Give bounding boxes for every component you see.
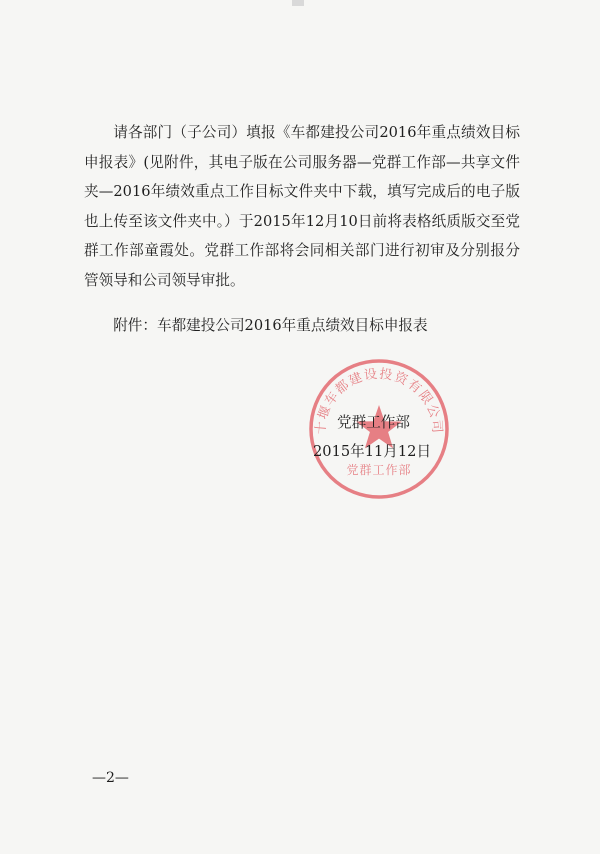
body-paragraph: 请各部门（子公司）填报《车都建投公司2016年重点绩效目标申报表》(见附件，其电子版在公司服务器—党群工作部—共享文件夹—2016年绩效重点工作目标文件夹中下载，填写完成后的电子版也上传至该文件夹中。）于2015年12月10日前将表格纸质版交至党群工作部童霞处。党群工作部将会同相关部门进行初审及分别报分管领导和公司领导审批。 (84, 124, 520, 289)
seal-outer-text: 十堰车都建设投资有限公司 (313, 366, 445, 436)
signature-date: 2015年11月12日 (313, 443, 432, 460)
seal-inner-text: 党群工作部 (346, 463, 412, 477)
scan-artifact (292, 0, 304, 6)
signature-department: 党群工作部 (337, 414, 410, 431)
attachment-line: 附件：车都建投公司2016年重点绩效目标申报表 (113, 317, 428, 334)
page-number: —2— (92, 770, 129, 786)
